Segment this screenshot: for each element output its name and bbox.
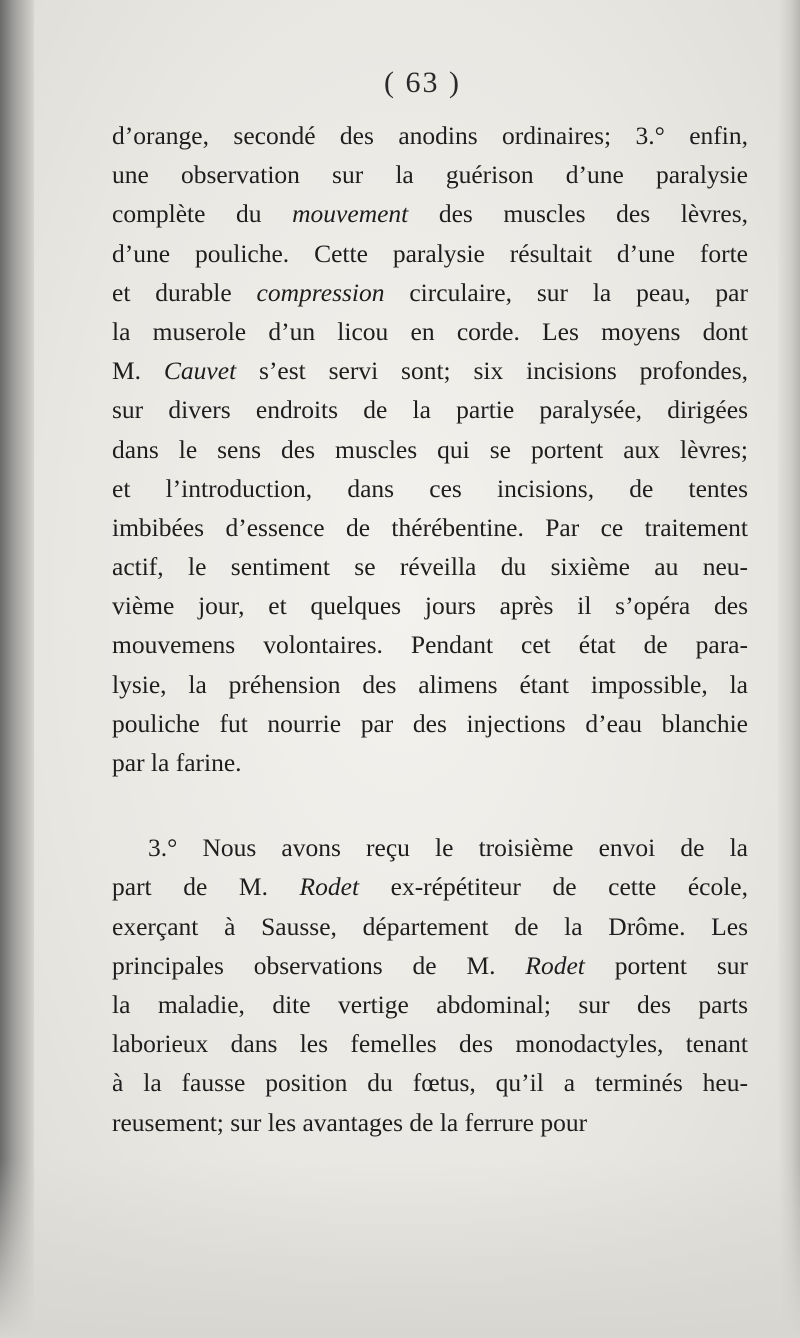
- text-line: [112, 665, 748, 704]
- text-run: laborieux dans les femelles des monodactyles, tenant: [112, 1029, 748, 1059]
- text-run: vième jour, et quelques jours après il s’opéra des: [112, 591, 748, 621]
- text-run: circulaire, sur la peau, par: [384, 277, 748, 307]
- text-line: [112, 1103, 748, 1142]
- text-line: [112, 390, 748, 429]
- text-run: lysie, la préhension des alimens étant impossible, la: [112, 669, 748, 699]
- text-run: exerçant à Sausse, département de la Drôme. Les: [112, 911, 748, 941]
- text-run: d’orange, secondé des anodins ordinaires; 3.° enfin,: [112, 121, 748, 150]
- text-run: portent sur: [584, 950, 748, 980]
- text-run: et l’introduction, dans ces incisions, de tentes: [112, 473, 748, 503]
- text-run: une observation sur la guérison d’une paralysie: [112, 160, 748, 190]
- text-run: pouliche fut nourrie par des injections d’eau blanchie: [112, 708, 748, 738]
- text-line: [112, 155, 748, 194]
- binding-shadow: [0, 0, 34, 1338]
- italic-term: mouvement: [292, 199, 409, 229]
- text-line: [112, 625, 748, 664]
- text-line: [112, 351, 748, 390]
- text-run: principales observations de M.: [112, 950, 526, 980]
- text-run: la muserole d’un licou en corde. Les moyens dont: [112, 316, 748, 346]
- text-line: [112, 508, 748, 547]
- text-run: ex-répétiteur de cette école,: [359, 872, 749, 902]
- text-run: M.: [112, 356, 164, 386]
- text-line: [112, 273, 748, 312]
- text-line: [112, 1063, 748, 1102]
- text-line: [112, 116, 748, 155]
- text-line: [112, 828, 748, 867]
- page-number: ( 63 ): [384, 66, 461, 99]
- text-line: [112, 547, 748, 586]
- text-run: et durable: [112, 277, 257, 307]
- text-line: [112, 469, 748, 508]
- text-line: [112, 743, 748, 782]
- text-run: complète du: [112, 199, 293, 229]
- italic-term: compression: [256, 277, 385, 307]
- text-run: 3.° Nous avons reçu le troisième envoi de la: [148, 833, 748, 863]
- text-line: [112, 867, 748, 906]
- text-line: [112, 1024, 748, 1063]
- text-run: imbibées d’essence de thérébentine. Par ce traitement: [112, 512, 748, 542]
- text-run: la maladie, dite vertige abdominal; sur des parts: [112, 989, 748, 1019]
- text-run: part de M.: [112, 872, 300, 902]
- text-line: [112, 586, 748, 625]
- italic-term: Cauvet: [163, 356, 237, 386]
- text-line: [112, 312, 748, 351]
- paragraph-gap: [112, 782, 748, 828]
- body-text: [112, 116, 748, 1142]
- italic-term: Rodet: [299, 872, 360, 902]
- text-run: mouvemens volontaires. Pendant cet état de para-: [112, 630, 748, 660]
- text-run: s’est servi sont; six incisions profondes,: [236, 356, 748, 386]
- text-run: des muscles des lèvres,: [408, 199, 748, 229]
- text-line: [112, 907, 748, 946]
- text-run: par la farine.: [112, 748, 242, 777]
- text-run: dans le sens des muscles qui se portent aux lèvres;: [112, 434, 748, 464]
- text-line: [112, 985, 748, 1024]
- text-run: sur divers endroits de la partie paralysée, dirigées: [112, 395, 748, 425]
- text-run: actif, le sentiment se réveilla du sixième au neu-: [112, 552, 748, 582]
- page-edge: [778, 0, 800, 1338]
- text-run: à la fausse position du fœtus, qu’il a terminés heu-: [112, 1068, 748, 1098]
- page-bottom: [0, 1158, 800, 1338]
- text-line: [112, 234, 748, 273]
- text-run: d’une pouliche. Cette paralysie résultait d’une forte: [112, 238, 748, 268]
- text-line: [112, 946, 748, 985]
- text-line: [112, 194, 748, 233]
- text-line: [112, 704, 748, 743]
- text-run: reusement; sur les avantages de la ferrure pour: [112, 1107, 588, 1137]
- italic-term: Rodet: [525, 950, 585, 980]
- text-line: [112, 430, 748, 469]
